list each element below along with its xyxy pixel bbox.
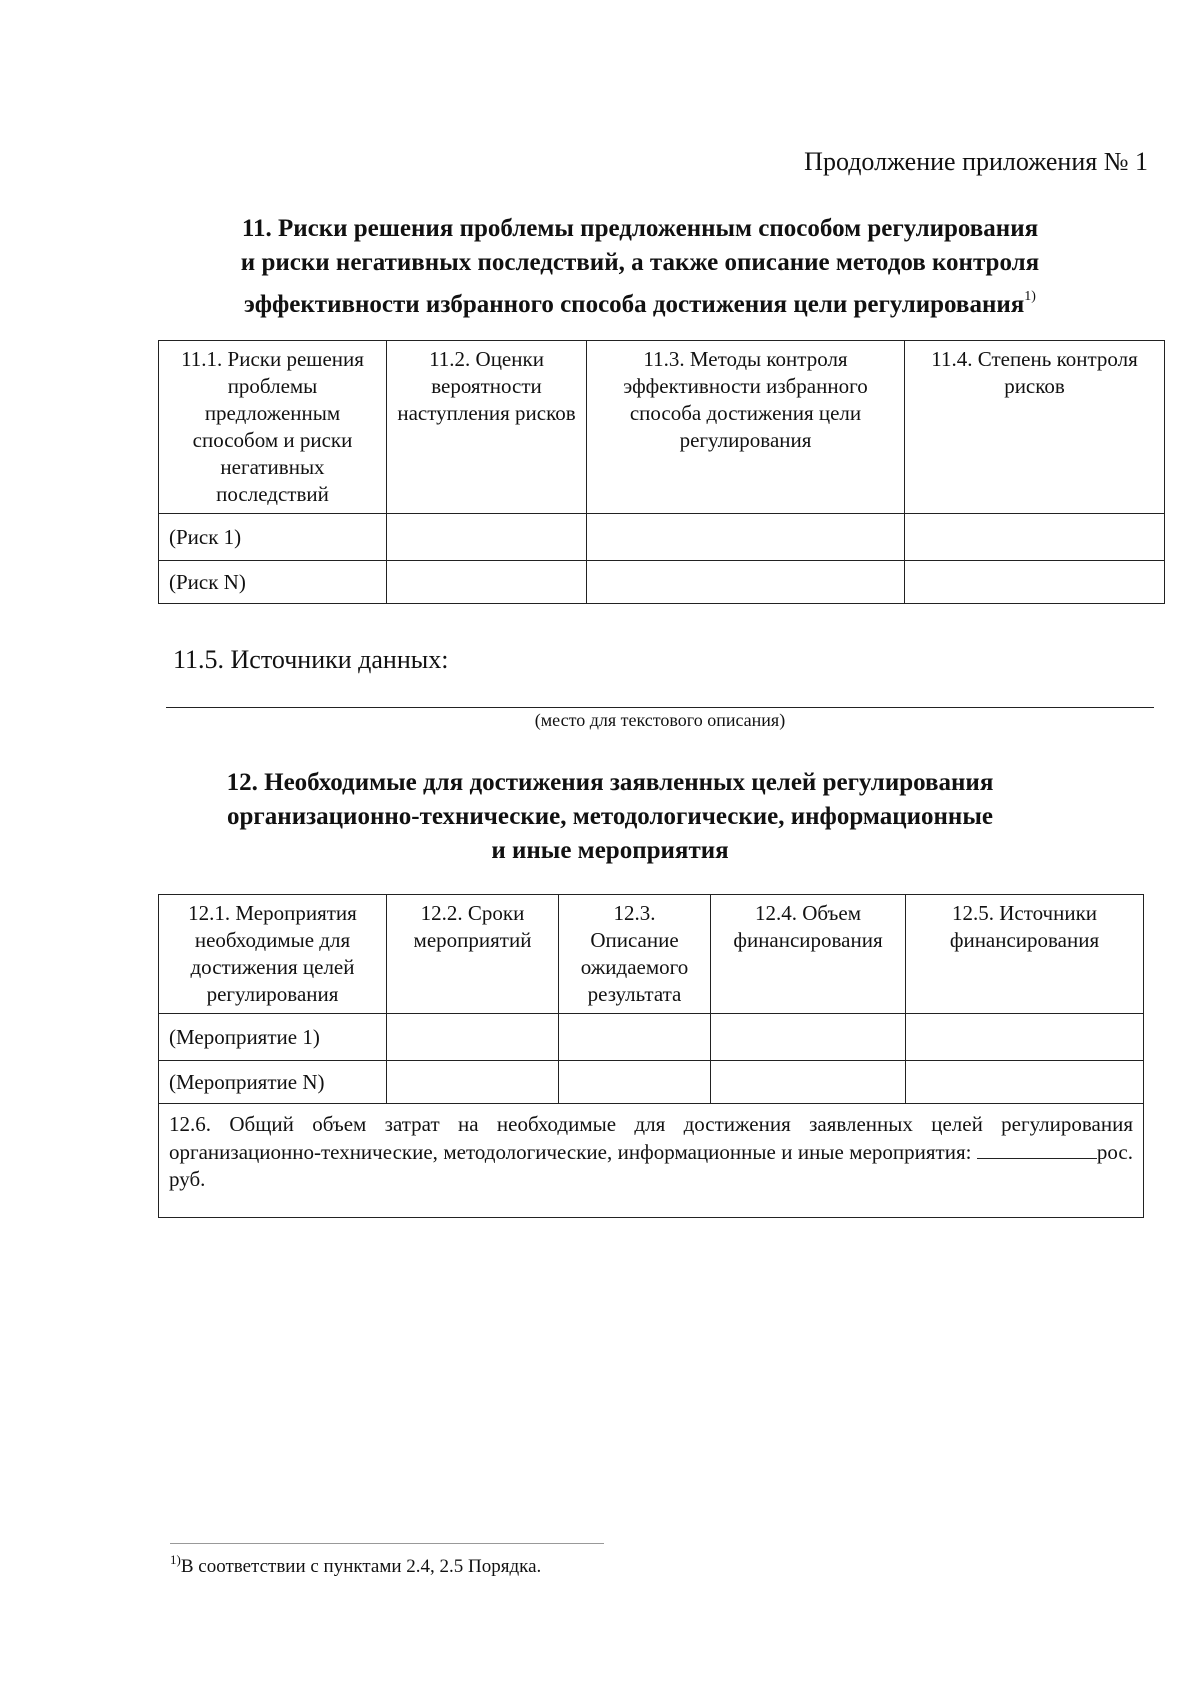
footnote-mark: 1) (1024, 289, 1036, 304)
row-label: (Мероприятие N) (159, 1061, 387, 1104)
section-11-title-line: 11. Риски решения проблемы предложенным способом регулирования (241, 215, 1039, 242)
data-sources-caption: (место для текстового описания) (534, 710, 786, 730)
footnote-divider (170, 1543, 604, 1544)
table-cell[interactable] (387, 1014, 559, 1061)
column-header: 11.1. Риски решения проблемы предложенным способом и риски негативных последствий (159, 341, 387, 514)
column-header: 12.3. Описание ожидаемого результата (559, 895, 711, 1014)
section-12-title-line: организационно-технические, методологические, информационные (227, 803, 993, 830)
table-cell[interactable] (387, 561, 587, 604)
column-header: 12.4. Объем финансирования (711, 895, 906, 1014)
column-header: 11.4. Степень контроля рисков (905, 341, 1165, 514)
column-header: 11.3. Методы контроля эффективности избранного способа достижения цели регулирования (587, 341, 905, 514)
total-cost-cell (159, 1104, 1144, 1218)
table-cell[interactable] (559, 1061, 711, 1104)
section-12-title (150, 766, 1070, 868)
table-row (159, 1014, 1144, 1061)
footnote-text: В соответствии с пунктами 2.4, 2.5 Порядка. (180, 1556, 542, 1577)
section-12-title-line: 12. Необходимые для достижения заявленных целей регулирования (226, 769, 994, 796)
row-label: (Мероприятие 1) (159, 1014, 387, 1061)
total-cost-unit: рос. руб. (169, 1140, 1133, 1191)
row-label: (Риск 1) (159, 514, 387, 561)
table-row (159, 1061, 1144, 1104)
column-header: 11.2. Оценки вероятности наступления рисков (387, 341, 587, 514)
total-cost-row (159, 1104, 1144, 1218)
section-11-title-line: эффективности избранного способа достижения цели регулирования$^{1)}$ (244, 289, 1036, 318)
table-cell[interactable] (906, 1061, 1144, 1104)
section-12-title-line: и иные мероприятия (491, 837, 729, 864)
table-cell[interactable] (587, 561, 905, 604)
table-cell[interactable] (559, 1014, 711, 1061)
column-header: 12.2. Сроки мероприятий (387, 895, 559, 1014)
table-row (159, 514, 1165, 561)
data-sources-label: 11.5. Источники данных: (173, 645, 449, 674)
total-cost-text: 12.6. Общий объем затрат на необходимые для достижения заявленных целей регулирования организационно-технические, методологические, информационные и иные мероприятия: (169, 1112, 1133, 1164)
table-cell[interactable] (387, 514, 587, 561)
table-cell[interactable] (387, 1061, 559, 1104)
section-11-title (165, 212, 1115, 322)
table-cell[interactable] (711, 1061, 906, 1104)
footnote-mark: 1) (170, 1552, 181, 1567)
row-label: (Риск N) (159, 561, 387, 604)
measures-table (158, 894, 1144, 1218)
table-cell[interactable] (711, 1014, 906, 1061)
table-cell[interactable] (587, 514, 905, 561)
table-cell[interactable] (905, 561, 1165, 604)
column-header: 12.1. Мероприятия необходимые для достижения целей регулирования (159, 895, 387, 1014)
table-header-row (159, 895, 1144, 1014)
column-header: 12.5. Источники финансирования (906, 895, 1144, 1014)
total-cost-blank[interactable] (977, 1138, 1097, 1159)
footnote (170, 1552, 541, 1578)
section-11-title-line: и риски негативных последствий, а также описание методов контроля (240, 249, 1040, 276)
table-cell[interactable] (905, 514, 1165, 561)
risks-table (158, 340, 1165, 604)
table-header-row (159, 341, 1165, 514)
data-sources-input-line[interactable] (166, 707, 1154, 708)
table-row (159, 561, 1165, 604)
table-cell[interactable] (906, 1014, 1144, 1061)
continuation-header: Продолжение приложения № 1 (804, 147, 1148, 176)
